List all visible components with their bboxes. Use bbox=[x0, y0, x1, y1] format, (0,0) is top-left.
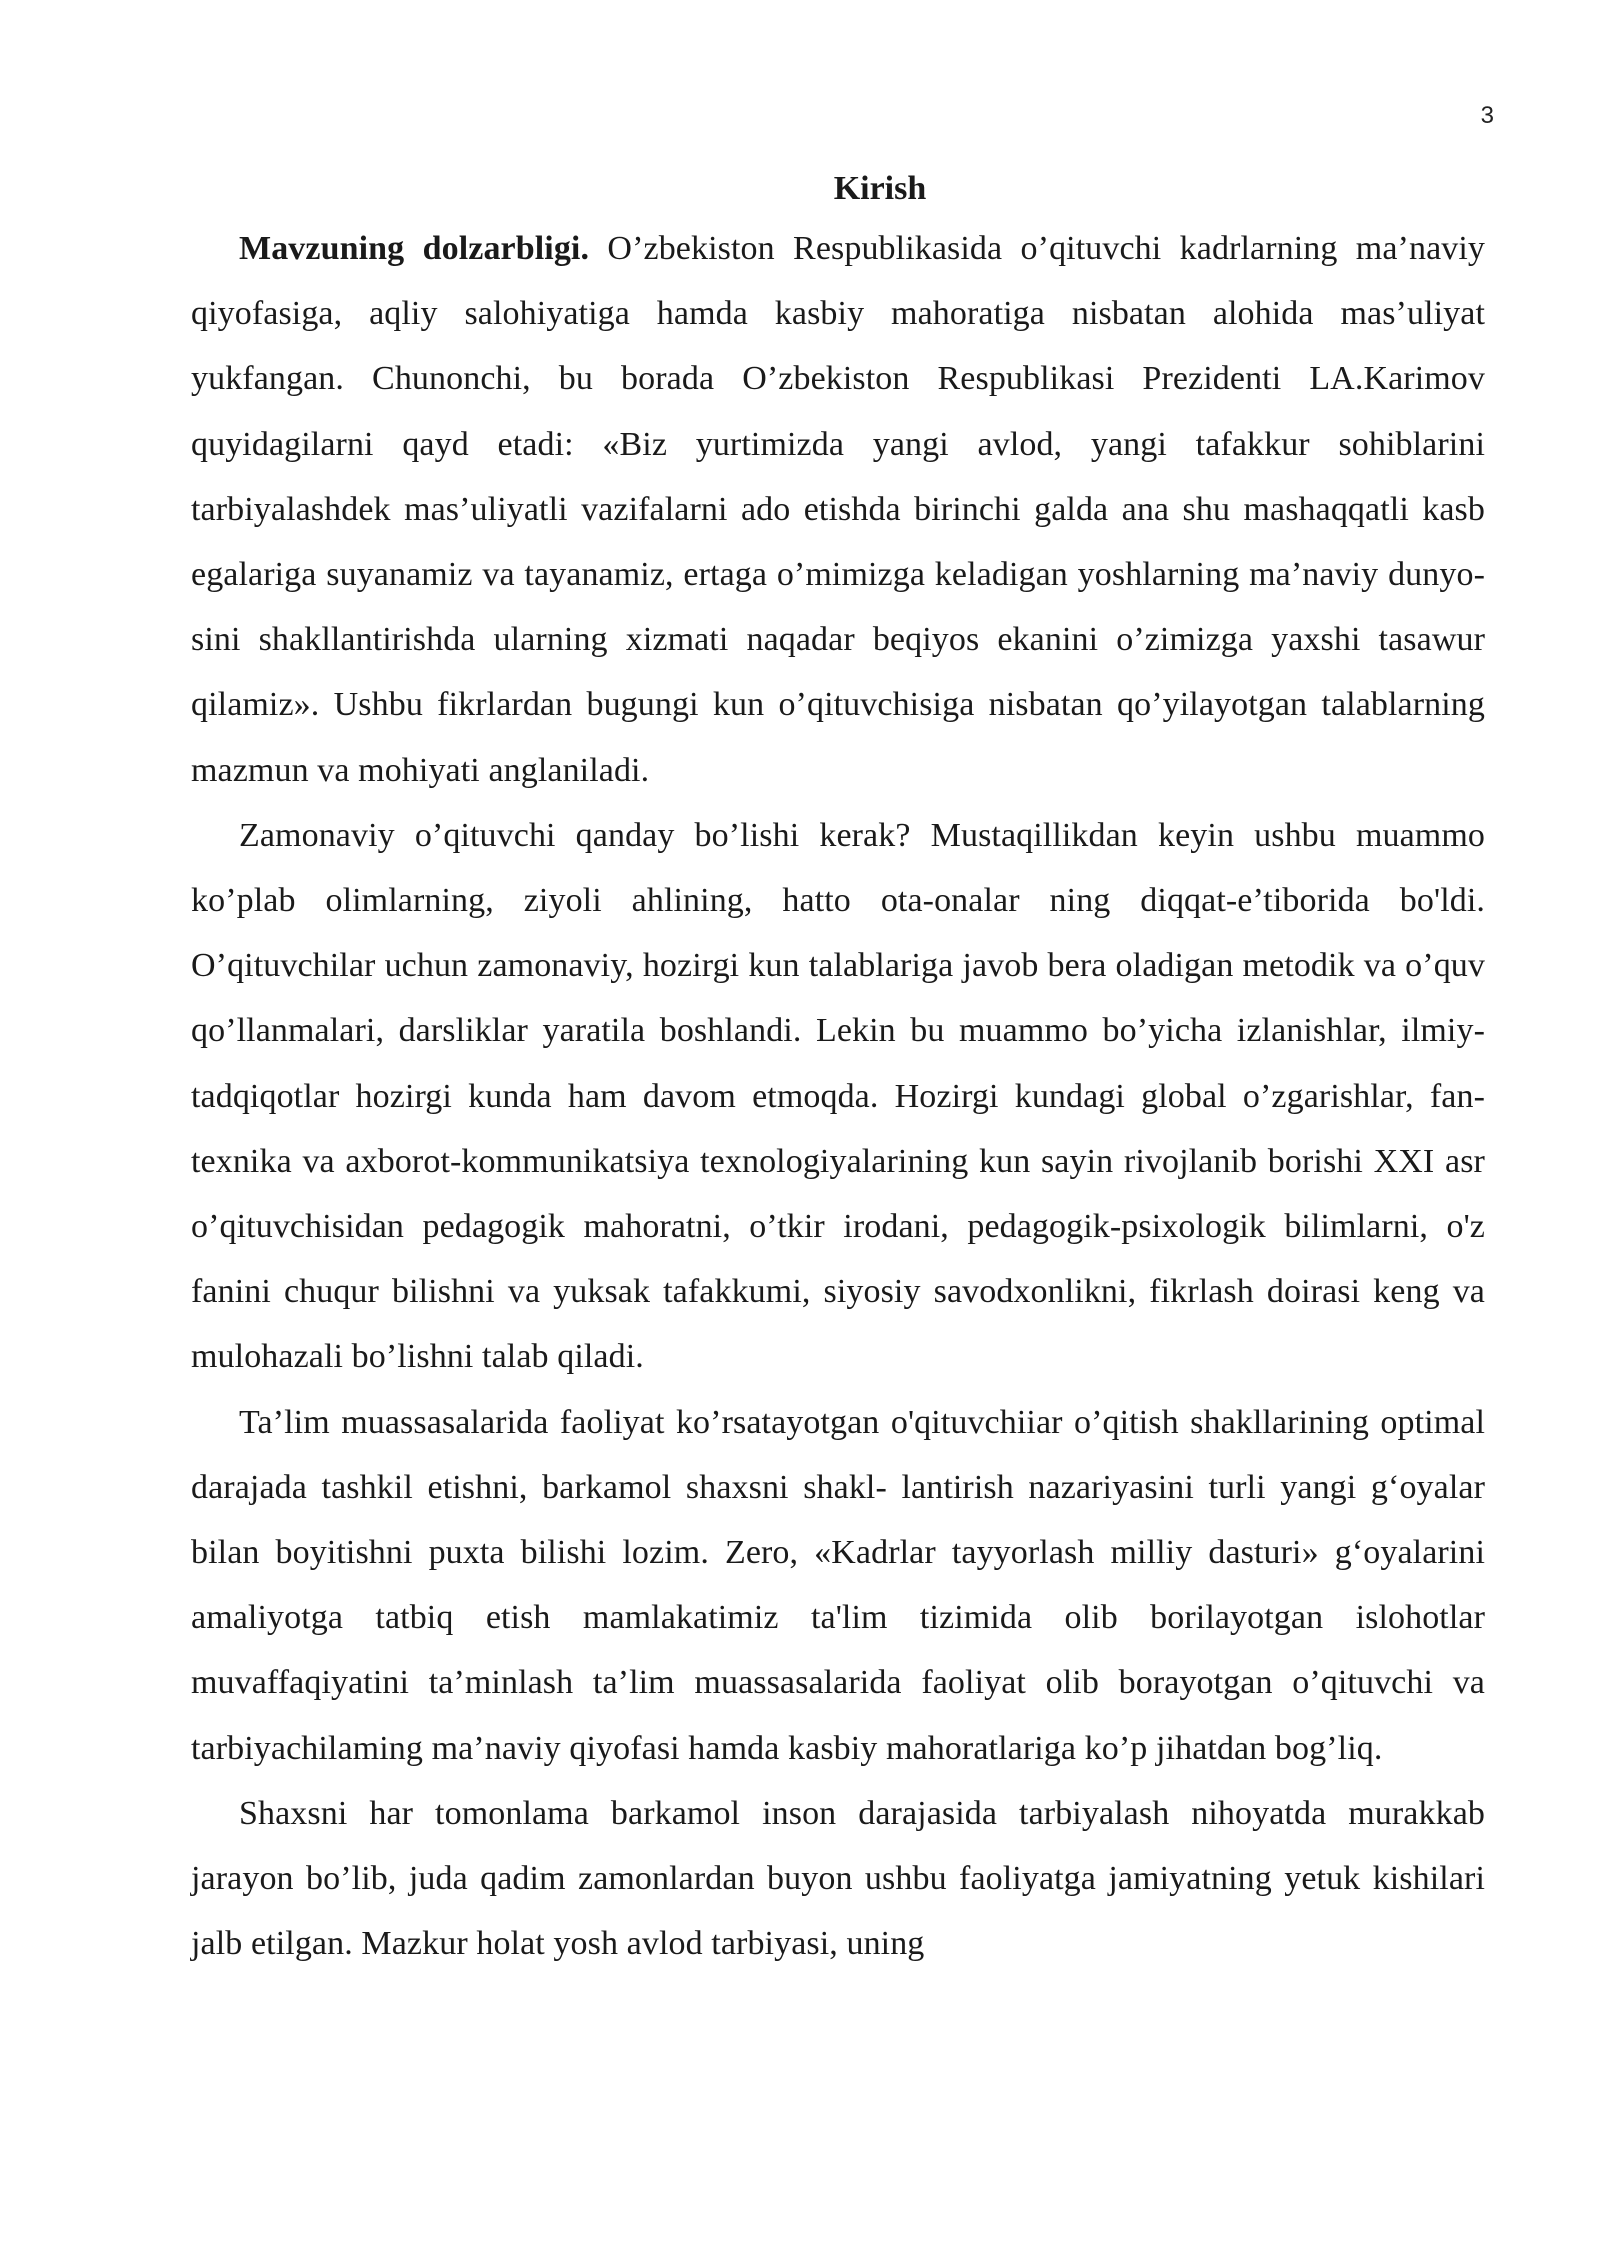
section-title: Kirish bbox=[833, 170, 927, 207]
paragraph-2 bbox=[191, 803, 1485, 1390]
paragraph-text: Zamonaviy o’qituvchi qanday bo’lishi kerak? Mustaqillikdan keyin ushbu muammo ko’plab olimlarning, ziyoli ahlining, hatto ota-onalar ning diqqat-e’tiborida bo'ldi. O’qituvchilar uchun zamonaviy, hozirgi kun talablariga javob bera oladigan metodik va o’quv qo’llanmalari, darsliklar yaratila boshlandi. Lekin bu muammo bo’yicha izlanishlar, ilmiy-tadqiqotlar hozirgi kunda ham davom etmoqda. Hozirgi kundagi global o’zgarishlar, fan-texnika va axborot-kommunikatsiya texnologiyalarining kun sayin rivojlanib borishi XXI asr o’qituvchisidan pedagogik mahoratni, o’tkir irodani, pedagogik-psixologik bilimlarni, o'z fanini chuqur bilishni va yuksak tafakkumi, siyosiy savodxonlikni, fikrlash doirasi keng va mulohazali bo’lishni talab qiladi. bbox=[191, 816, 1485, 1376]
paragraph-1 bbox=[191, 216, 1485, 803]
paragraph-3 bbox=[191, 1390, 1485, 1781]
paragraph-text: O’zbekiston Respublikasida o’qituvchi kadrlarning ma’naviy qiyofasiga, aqliy salohiyatiga hamda kasbiy mahoratiga nisbatan alohida mas’uliyat yukfangan. Chunonchi, bu borada O’zbekiston Respublikasi Prezidenti LA.Karimov quyidagilarni qayd etadi: «Biz yurtimizda yangi avlod, yangi tafakkur sohiblarini tarbiyalashdek mas’uliyatli vazifalarni ado etishda birinchi galda ana shu mashaqqatli kasb egalariga suyanamiz va tayanamiz, ertaga o’mimizga keladigan yoshlarning ma’naviy dunyo- sini shakllantirishda ularning xizmati naqadar beqiyos ekanini o’zimizga yaxshi tasawur qilamiz». Ushbu fikrlardan bugungi kun o’qituvchisiga nisbatan qo’yilayotgan talablarning mazmun va mohiyati anglaniladi. bbox=[191, 230, 1486, 789]
paragraph-lead: Mavzuning dolzarbligi. bbox=[239, 230, 590, 267]
paragraph-text: Ta’lim muassasalarida faoliyat ko’rsatayotgan o'qituvchiiar o’qitish shakllarining optimal darajada tashkil etishni, barkamol shaxsni shakl- lantirish nazariyasini turli yangi g‘oyalar bilan boyitishni puxta bilishi lozim. Zero, «Kadrlar tayyorlash milliy dasturi» g‘oyalarini amaliyotga tatbiq etish mamlakatimiz ta'lim tizimida olib borilayotgan islohotlar muvaffaqiyatini ta’minlash ta’lim muassasalarida faoliyat olib borayotgan o’qituvchi va tarbiyachilaming ma’naviy qiyofasi hamda kasbiy mahoratlariga ko’p jihatdan bog’liq. bbox=[191, 1403, 1485, 1767]
paragraph-4 bbox=[191, 1781, 1485, 1977]
page-number: 3 bbox=[1480, 102, 1494, 129]
paragraph-text: Shaxsni har tomonlama barkamol inson darajasida tarbiyalash nihoyatda murakkab jarayon bo’lib, juda qadim zamonlardan buyon ushbu faoliyatga jamiyatning yetuk kishilari jalb etilgan. Mazkur holat yosh avlod tarbiyasi, uning bbox=[191, 1794, 1485, 1963]
document-body bbox=[191, 162, 1485, 1976]
